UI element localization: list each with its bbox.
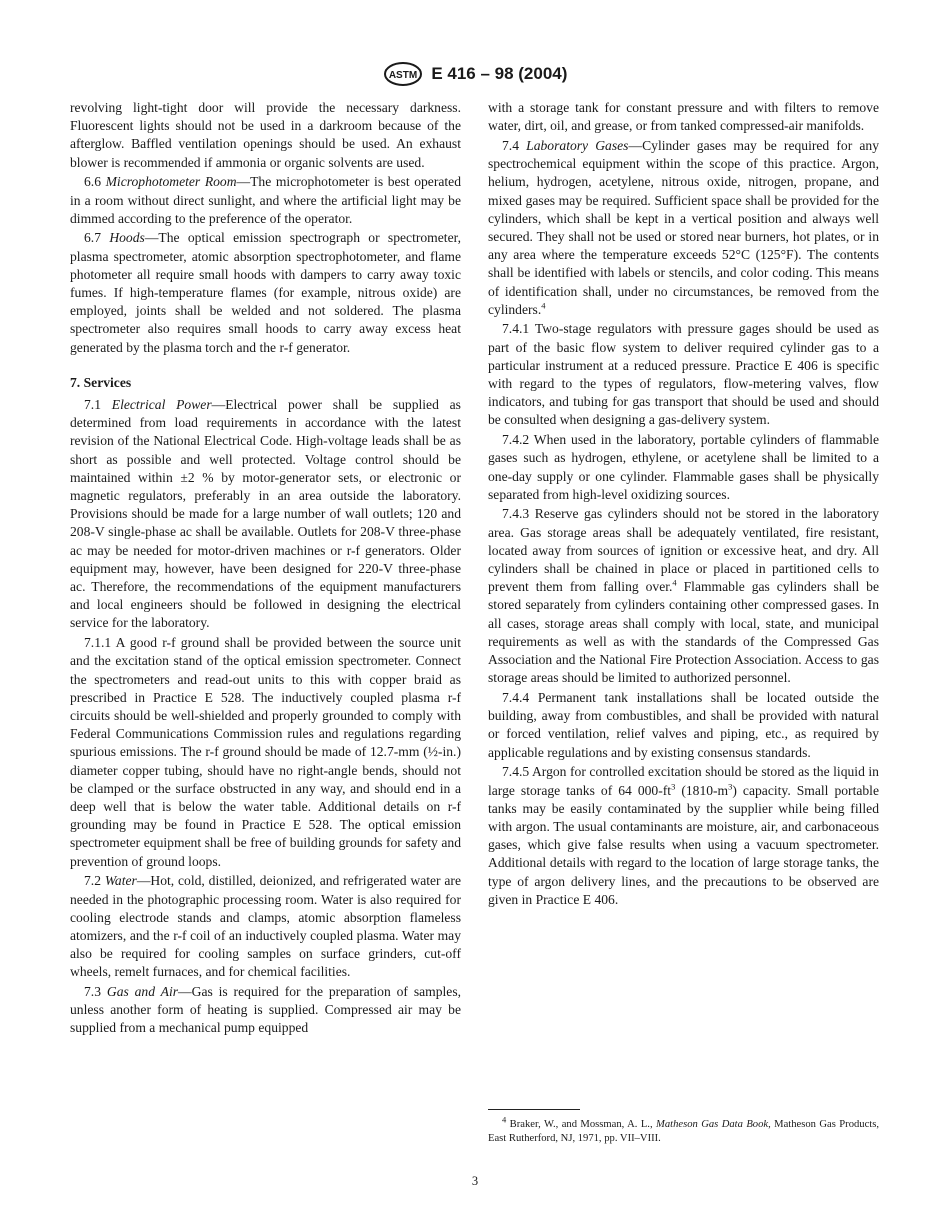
logo-text: ASTM xyxy=(388,70,417,81)
footnote-ref: 4 xyxy=(541,300,546,311)
page-header xyxy=(0,62,950,86)
document-designation: E 416 – 98 (2004) xyxy=(431,64,568,83)
left-column xyxy=(70,99,461,1039)
astm-logo-icon xyxy=(383,62,423,86)
section-7-1-1: 7.1.1 A good r-f ground shall be provided between the source unit and the excitation stand of the optical emission spectrometer. Connect the spectrometers and read-out units to this with copper braid as prescribed in Practice E 528. The inductively coupled plasma r-f circuits should be well-shielded and properly grounded to comply with Federal Communications Commission rules and regulations regarding spurious emissions. The r-f ground should be made of 12.7-mm (½-in.) diameter copper tubing, should have no right-angle bends, should not be clamped or the surface obstructed in any way, and should end in a deep well that is below the water table. Additional details on r-f grounding may be found in Practice E 528. The optical emission spectrometer equipment shall be free of building grounds for safety and prevention of ground loops. xyxy=(70,635,461,869)
section-6-7: 6.7 Hoods—The optical emission spectrograph or spectrometer, plasma spectrometer, atomic absorption spectrophotometer, and flame photometer all require small hoods with dampers to carry away toxic fumes. If high-temperature flames (for example, nitrous oxide) are employed, joints shall be welded and not soldered. The plasma spectrometer also requires small hoods to carry away excess heat generated by the plasma torch and the r-f generator. xyxy=(70,230,461,355)
section-7-4-1: 7.4.1 Two-stage regulators with pressure gages should be used as part of the basic flow system to deliver required cylinder gas to a particular instrument at a reduced pressure. Practice E 406 is specific with regard to the types of regulators, flow-metering valves, flow indicators, and tubing for gas transport that should be used and should be consulted when designing a gas-delivery system. xyxy=(488,321,879,428)
section-7-1: 7.1 Electrical Power—Electrical power shall be supplied as determined from load requirements in accordance with the latest revision of the National Electrical Code. High-voltage leads shall be as short as possible and well protected. Voltage control should be maintained within ±2 % by motor-generator sets, or electronic or magnetic regulators, preferably in an area outside the laboratory. Provisions should be made for a large number of wall outlets; 120 and 208-V single-phase ac shall be available. Outlets for 208-V three-phase ac may be needed for motor-driven machines or r-f generators. Older equipment may, however, have been designed for 220-V three-phase ac. Therefore, the recommendations of the equipment manufacturers and local engineers should be followed in designing the electrical service for the laboratory. xyxy=(70,397,461,631)
footnote-divider xyxy=(488,1109,580,1110)
section-7-3: 7.3 Gas and Air—Gas is required for the preparation of samples, unless another form of heating is supplied. Compressed air may be supplied from a mechanical pump equipped xyxy=(70,984,462,1036)
page-number: 3 xyxy=(471,1174,479,1188)
section-7-2: 7.2 Water—Hot, cold, distilled, deionized, and refrigerated water are needed in the photographic processing room. Water is also required for cooling electrode stands and clamps, atomic absorption flameless atomizers, and the r-f coil of an inductively coupled plasma. Water may also be required for cooling samples on surface grinders, cut-off wheels, remelt furnaces, and for chemical facilities. xyxy=(70,873,461,980)
footnote-ref: 4 xyxy=(672,577,677,588)
section-7-4-4: 7.4.4 Permanent tank installations shall be located outside the building, away from combustibles, and shall be provided with natural or forced ventilation, relief valves and piping, etc., as required by applicable regulations and by existing consensus standards. xyxy=(488,690,879,760)
right-column xyxy=(488,99,879,910)
section-7-4-2: 7.4.2 When used in the laboratory, portable cylinders of flammable gases such as hydrogen, ethylene, or acetylene shall be limited to a one-day supply or one cylinder. Flammable gases shall be physically separated from high-level oxidizing sources. xyxy=(488,432,880,502)
paragraph-continued-right: with a storage tank for constant pressure and with filters to remove water, dirt, oil, and grease, or from tanked compressed-air manifolds. xyxy=(488,100,879,134)
section-heading-services: 7. Services xyxy=(70,374,132,390)
section-7-4: 7.4 Laboratory Gases—Cylinder gases may be required for any spectrochemical equipment within the scope of this practice. Argon, helium, hydrogen, acetylene, nitrous oxide, nitrogen, propane, and mixed gases may be required. Sufficient space shall be provided for the cylinders, which shall be kept in a vertical position and always well secured. They shall not be used or stored near burners, hot plates, or in any area where the temperature exceeds 52°C (125°F). The contents shall be identified with labels or stencils, and color coding. This means of identification shall, under no circumstances, be removed from the cylinders.$^4$ xyxy=(488,137,879,317)
footnote: $^4$ Braker, W., and Mossman, A. L., Matheson Gas Data Book, Matheson Gas Products, East Rutherford, NJ, 1971, pp. VII–VIII. xyxy=(488,1114,880,1144)
paragraph-continued: revolving light-tight door will provide the necessary darkness. Fluorescent lights should not be used in a darkroom because of the afterglow. Baffled ventilation openings should be used. An exhaust blower is recommended if ammonia or organic solvents are used. xyxy=(70,100,461,170)
section-7-4-5: 7.4.5 Argon for controlled excitation should be stored as the liquid in large storage tanks of 64 $000-ft^3$ $(1810-m^3)$ capacity. Small portable tanks may be easily contaminated by the supplier while being filled with argon. The usual contaminants are moisture, air, and carbonaceous gases, which give false results when using a vacuum spectrometer. Additional details with regard to the location of large storage tanks, the type of argon delivery lines, and the precautions to be observed are given in Practice E 406. xyxy=(488,764,879,907)
section-7-4-3: 7.4.3 Reserve gas cylinders should not be stored in the laboratory area. Gas storage areas shall be adequately ventilated, fire resistant, located away from sources of ignition or excessive heat, and dry. All cylinders shall be chained in place or placed in partitioned cells to prevent them from falling over.$^4$ Flammable gas cylinders shall be stored separately from cylinders containing other compressed gases. In all cases, storage areas shall comply with local, state, and municipal requirements as well as with the standards of the Compressed Gas Association and the National Fire Protection Association. Access to gas storage areas should be limited to authorized personnel. xyxy=(488,506,879,686)
section-6-6: 6.6 Microphotometer Room—The microphotometer is best operated in a room without direct sunlight, and where the artificial light may be dimmed according to the preference of the operator. xyxy=(70,174,461,226)
